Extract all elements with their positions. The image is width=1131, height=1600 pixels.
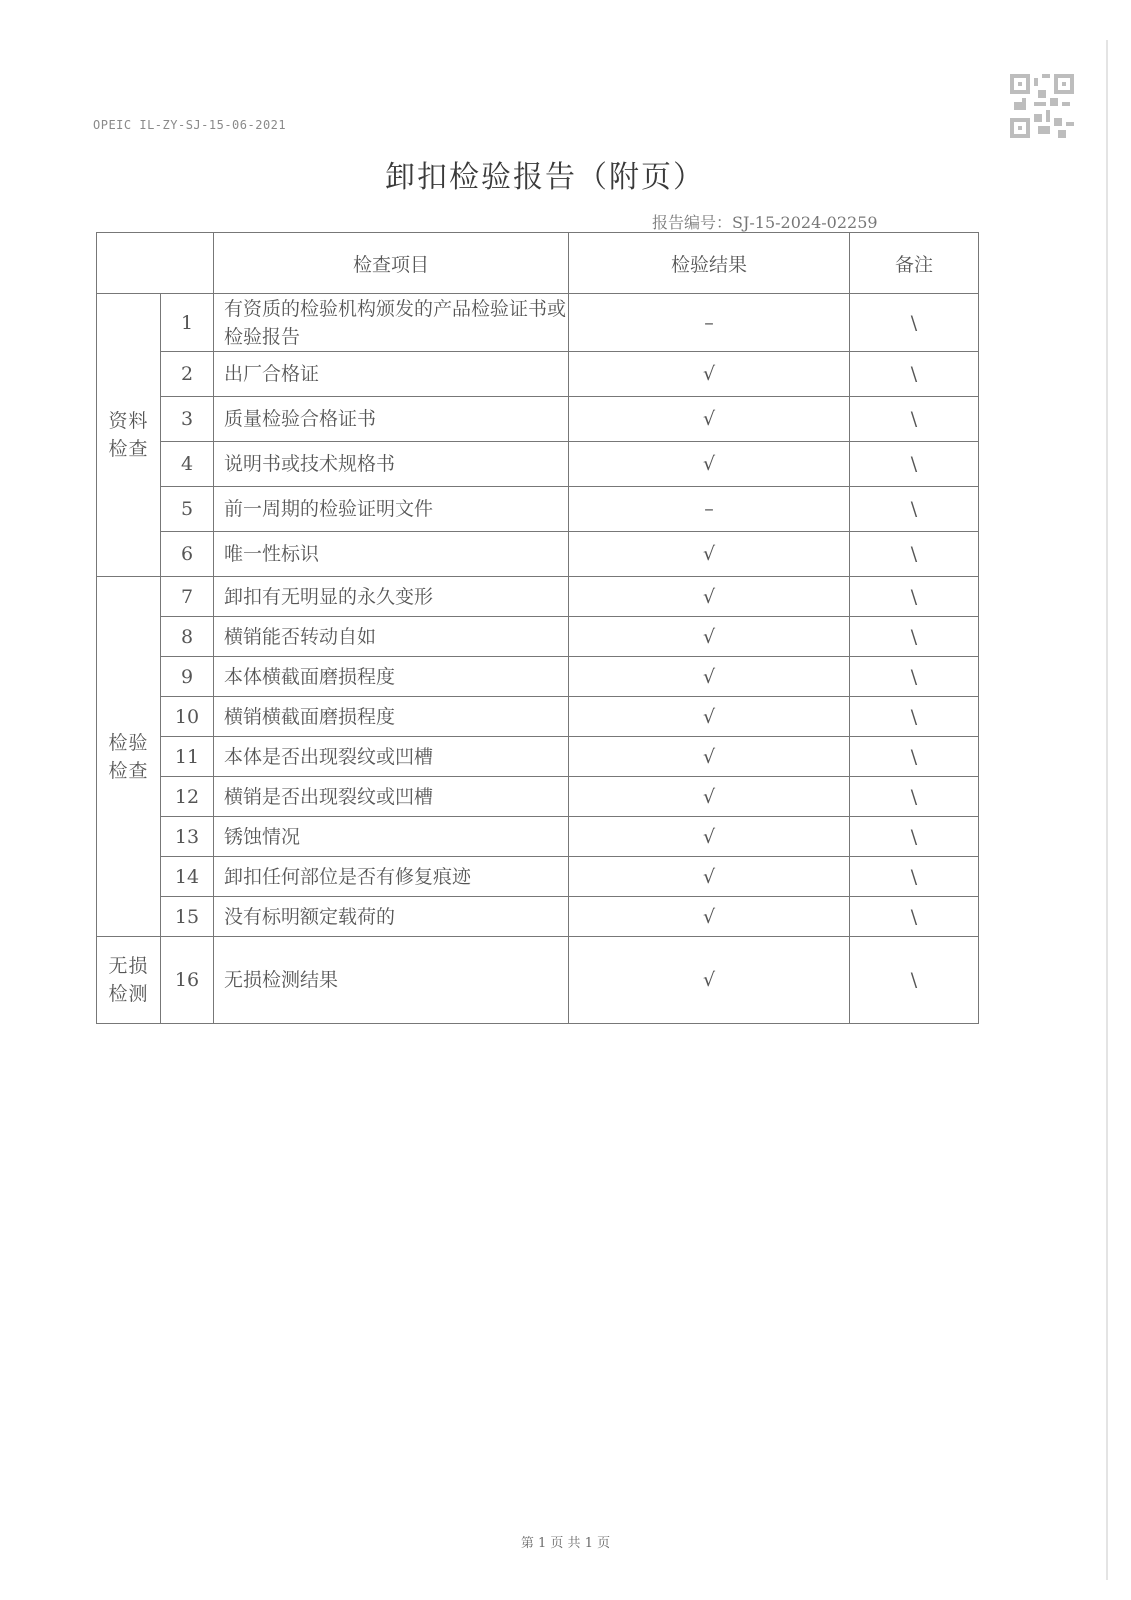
row-number: 12 bbox=[161, 777, 214, 817]
row-item: 横销能否转动自如 bbox=[214, 617, 569, 657]
category-document-check bbox=[97, 294, 161, 577]
row-number: 10 bbox=[161, 697, 214, 737]
row-item: 质量检验合格证书 bbox=[214, 397, 569, 442]
row-result: √ bbox=[569, 937, 850, 1024]
row-item: 横销横截面磨损程度 bbox=[214, 697, 569, 737]
header-blank-cell bbox=[97, 233, 214, 294]
header-item: 检查项目 bbox=[214, 233, 569, 294]
row-number: 9 bbox=[161, 657, 214, 697]
row-remark: \ bbox=[850, 532, 979, 577]
page-title: 卸扣检验报告（附页） bbox=[385, 160, 705, 195]
table-row bbox=[97, 577, 979, 617]
row-item: 卸扣任何部位是否有修复痕迹 bbox=[214, 857, 569, 897]
category-ndt bbox=[97, 937, 161, 1024]
row-number: 14 bbox=[161, 857, 214, 897]
header-remark: 备注 bbox=[850, 233, 979, 294]
table-header-row bbox=[97, 233, 979, 294]
row-result: √ bbox=[569, 532, 850, 577]
category-label: 无损 检测 bbox=[108, 955, 149, 1005]
scan-edge bbox=[1106, 40, 1108, 1580]
row-result: – bbox=[569, 487, 850, 532]
header-result: 检验结果 bbox=[569, 233, 850, 294]
row-number: 2 bbox=[161, 352, 214, 397]
document-code: OPEIC IL-ZY-SJ-15-06-2021 bbox=[93, 118, 287, 132]
table-row bbox=[97, 532, 979, 577]
row-item: 有资质的检验机构颁发的产品检验证书或检验报告 bbox=[214, 294, 569, 352]
row-remark: \ bbox=[850, 777, 979, 817]
row-remark: \ bbox=[850, 697, 979, 737]
row-number: 16 bbox=[161, 937, 214, 1024]
table-row bbox=[97, 657, 979, 697]
table-row bbox=[97, 817, 979, 857]
table-row bbox=[97, 897, 979, 937]
row-result: √ bbox=[569, 897, 850, 937]
row-item: 横销是否出现裂纹或凹槽 bbox=[214, 777, 569, 817]
table-row bbox=[97, 294, 979, 352]
row-result: √ bbox=[569, 817, 850, 857]
row-result: √ bbox=[569, 577, 850, 617]
table-row bbox=[97, 442, 979, 487]
category-label: 检验 检查 bbox=[108, 731, 149, 782]
page-footer: 第 1 页 共 1 页 bbox=[520, 1536, 611, 1551]
report-number: 报告编号：SJ-15-2024-02259 bbox=[652, 213, 878, 232]
row-remark: \ bbox=[850, 442, 979, 487]
table-row bbox=[97, 737, 979, 777]
table-row bbox=[97, 697, 979, 737]
row-remark: \ bbox=[850, 897, 979, 937]
row-item: 本体横截面磨损程度 bbox=[214, 657, 569, 697]
table-row bbox=[97, 777, 979, 817]
table-row bbox=[97, 857, 979, 897]
row-result: √ bbox=[569, 737, 850, 777]
row-remark: \ bbox=[850, 577, 979, 617]
row-remark: \ bbox=[850, 352, 979, 397]
row-remark: \ bbox=[850, 294, 979, 352]
row-number: 4 bbox=[161, 442, 214, 487]
row-number: 3 bbox=[161, 397, 214, 442]
row-item: 本体是否出现裂纹或凹槽 bbox=[214, 737, 569, 777]
row-result: √ bbox=[569, 352, 850, 397]
table-row bbox=[97, 487, 979, 532]
row-number: 6 bbox=[161, 532, 214, 577]
table-row bbox=[97, 397, 979, 442]
category-label: 资料 检查 bbox=[108, 410, 149, 460]
table-row bbox=[97, 937, 979, 1024]
row-item: 没有标明额定载荷的 bbox=[214, 897, 569, 937]
row-number: 1 bbox=[161, 294, 214, 352]
row-number: 11 bbox=[161, 737, 214, 777]
row-result: √ bbox=[569, 857, 850, 897]
row-remark: \ bbox=[850, 397, 979, 442]
inspection-table bbox=[96, 232, 979, 1024]
row-remark: \ bbox=[850, 487, 979, 532]
row-result: √ bbox=[569, 777, 850, 817]
row-result: – bbox=[569, 294, 850, 352]
row-item: 无损检测结果 bbox=[214, 937, 569, 1024]
row-item: 前一周期的检验证明文件 bbox=[214, 487, 569, 532]
table-row bbox=[97, 617, 979, 657]
row-number: 5 bbox=[161, 487, 214, 532]
row-remark: \ bbox=[850, 857, 979, 897]
row-result: √ bbox=[569, 442, 850, 487]
table-row bbox=[97, 352, 979, 397]
row-remark: \ bbox=[850, 657, 979, 697]
row-result: √ bbox=[569, 697, 850, 737]
qr-code-icon bbox=[1010, 74, 1074, 138]
row-result: √ bbox=[569, 397, 850, 442]
category-inspection-check bbox=[97, 577, 161, 937]
row-item: 唯一性标识 bbox=[214, 532, 569, 577]
row-item: 说明书或技术规格书 bbox=[214, 442, 569, 487]
row-number: 7 bbox=[161, 577, 214, 617]
row-result: √ bbox=[569, 657, 850, 697]
row-number: 15 bbox=[161, 897, 214, 937]
row-item: 出厂合格证 bbox=[214, 352, 569, 397]
row-remark: \ bbox=[850, 617, 979, 657]
row-result: √ bbox=[569, 617, 850, 657]
row-remark: \ bbox=[850, 937, 979, 1024]
row-number: 8 bbox=[161, 617, 214, 657]
row-remark: \ bbox=[850, 817, 979, 857]
row-remark: \ bbox=[850, 737, 979, 777]
row-item: 锈蚀情况 bbox=[214, 817, 569, 857]
row-item: 卸扣有无明显的永久变形 bbox=[214, 577, 569, 617]
row-number: 13 bbox=[161, 817, 214, 857]
